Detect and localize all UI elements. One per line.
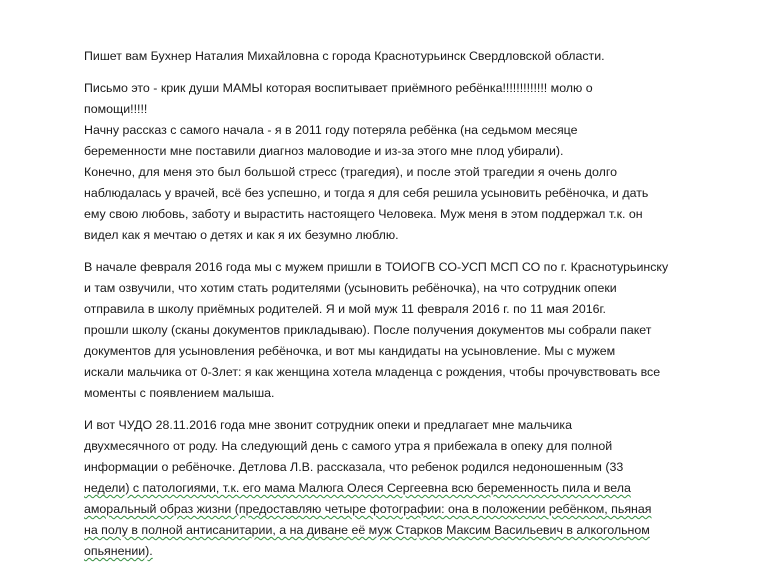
doc-line-9: видел как я мечтаю о детях и как я их безумно люблю.	[84, 228, 399, 242]
doc-line-6: Конечно, для меня это был большой стресс (трагедия), и после этой трагедии я очень долго	[84, 165, 617, 179]
doc-line-21: аморальный образ жизни (предоставляю четыре фотографии: она в положении ребёнком, пьяная	[84, 502, 652, 516]
doc-line-8: ему свою любовь, заботу и вырастить настоящего Человека. Муж меня в этом поддержал т.к. он	[84, 207, 643, 221]
doc-line-12: отправила в школу приёмных родителей. Я и мой муж 11 февраля 2016 г. по 11 мая 2016г.	[84, 302, 606, 316]
doc-line-4: Начну рассказ с самого начала - я в 2011 году потеряла ребёнка (на седьмом месяце	[84, 123, 578, 137]
doc-line-17: И вот ЧУДО 28.11.2016 года мне звонит сотрудник опеки и предлагает мне мальчика	[84, 418, 573, 432]
doc-line-2: Письмо это - крик души МАМЫ которая воспитывает приёмного ребёнка!!!!!!!!!!!!! молю о	[84, 81, 593, 95]
doc-line-10: В начале февраля 2016 года мы с мужем пришли в ТОИОГВ СО-УСП МСП СО по г. Краснотурьинску	[84, 260, 669, 274]
doc-line-20: недели) с патологиями, т.к. его мама Малюга Олеся Сергеевна всю беременность пила и вела	[84, 481, 631, 495]
doc-line-16: моменты с появлением малыша.	[84, 386, 275, 400]
doc-line-13: прошли школу (сканы документов прикладываю). После получения документов мы собрали пакет	[84, 323, 652, 337]
doc-line-5: беременности мне поставили диагноз маловодие и из-за этого мне плод убирали).	[84, 144, 564, 158]
doc-line-14: документов для усыновления ребёночка, и вот мы кандидаты на усыновление. Мы с мужем	[84, 344, 616, 358]
doc-line-22: на полу в полной антисанитарии, а на диване её муж Старков Максим Васильевич в алкогольном	[84, 523, 650, 537]
doc-line-11: и там озвучили, что хотим стать родителями (усыновить ребёночка), на что сотрудник опеки	[84, 281, 617, 295]
doc-line-7: наблюдалась у врачей, всё без успешно, и тогда я для себя решила усыновить ребёночка, и дать	[84, 186, 649, 200]
doc-line-23: опьянении).	[84, 544, 153, 558]
doc-line-15: искали мальчика от 0-3лет: я как женщина хотела младенца с рождения, чтобы прочувствовать все	[84, 365, 661, 379]
doc-line-18: двухмесячного от роду. На следующий день с самого утра я прибежала в опеку для полной	[84, 439, 613, 453]
doc-line-19: информации о ребёночке. Детлова Л.В. рассказала, что ребенок родился недоношенным (33	[84, 460, 624, 474]
doc-line-3: помощи!!!!!	[84, 102, 148, 116]
doc-line-1: Пишет вам Бухнер Наталия Михайловна с города Краснотурьинск Свердловской области.	[84, 49, 605, 63]
